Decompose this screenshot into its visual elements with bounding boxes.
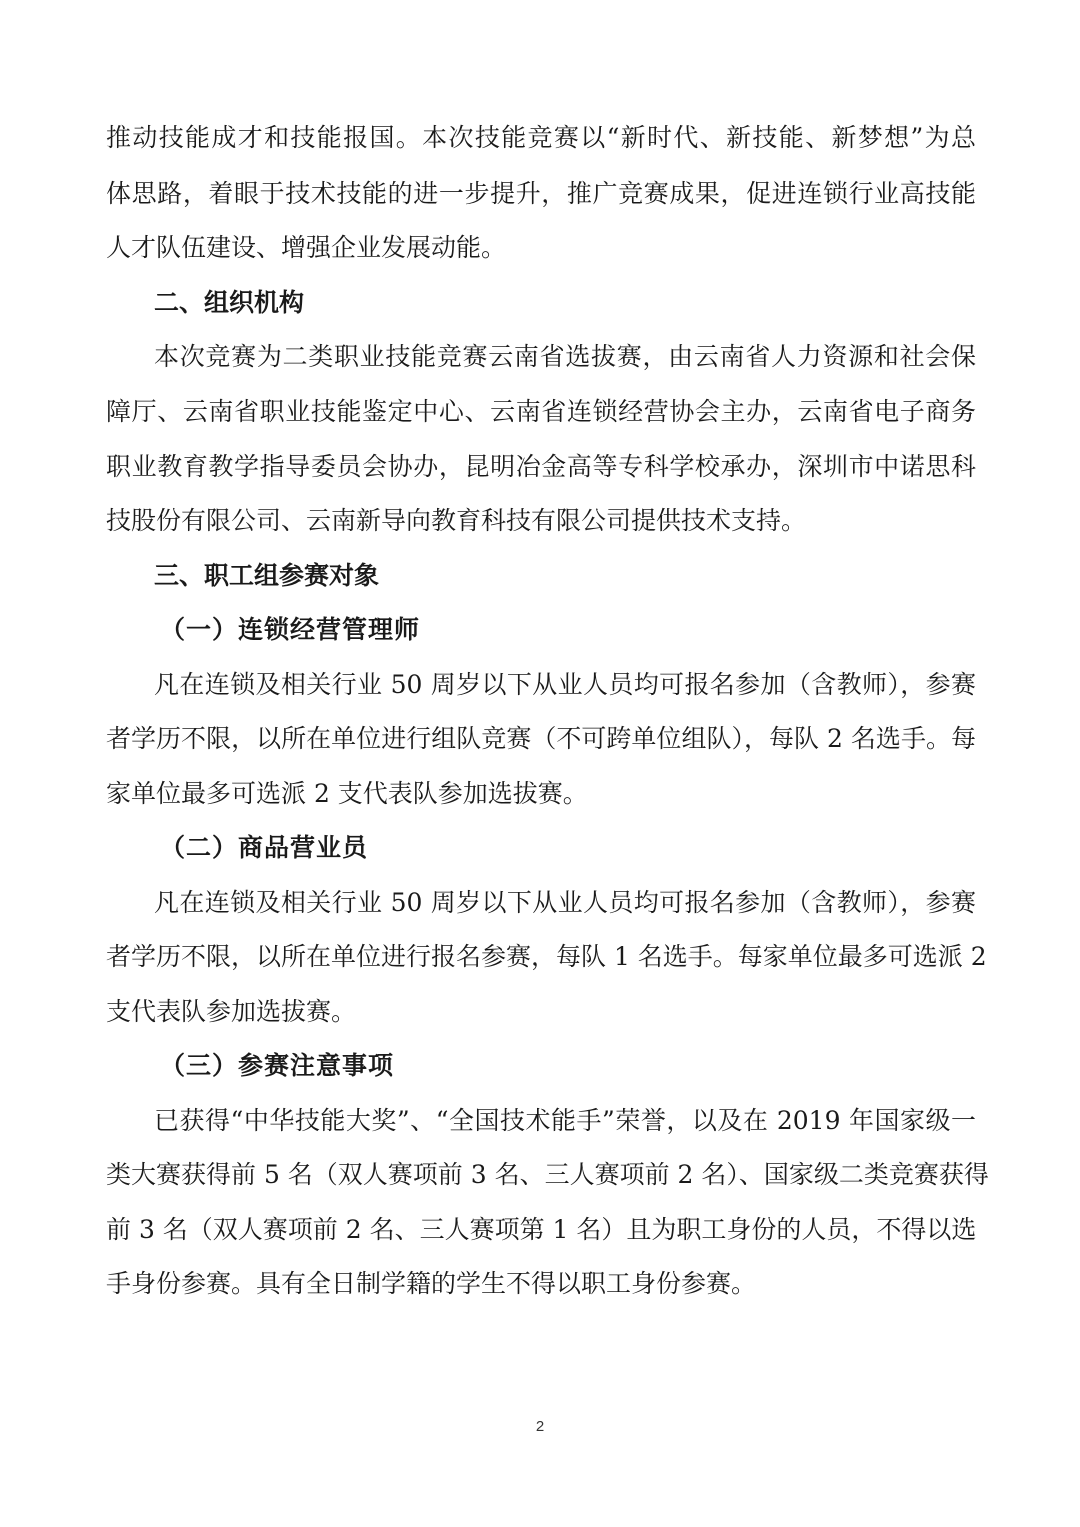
paragraph-line: 障厅、云南省职业技能鉴定中心、云南省连锁经营协会主办，云南省电子商务 bbox=[106, 397, 976, 426]
paragraph-line: 支代表队参加选拔赛。 bbox=[106, 997, 357, 1026]
paragraph-line: 凡在连锁及相关行业 50 周岁以下从业人员均可报名参加（含教师），参赛 bbox=[154, 670, 976, 699]
paragraph-line: 体思路，着眼于技术技能的进一步提升，推广竞赛成果，促进连锁行业高技能 bbox=[106, 179, 976, 208]
paragraph-line: 已获得“中华技能大奖”、“全国技术能手”荣誉，以及在 2019 年国家级一 bbox=[154, 1106, 976, 1135]
paragraph-line: 家单位最多可选派 2 支代表队参加选拔赛。 bbox=[106, 779, 588, 808]
paragraph-line: 推动技能成才和技能报国。本次技能竞赛以“新时代、新技能、新梦想”为总 bbox=[106, 123, 976, 152]
paragraph-line: 本次竞赛为二类职业技能竞赛云南省选拔赛，由云南省人力资源和社会保 bbox=[154, 342, 976, 371]
paragraph-line: 者学历不限，以所在单位进行组队竞赛（不可跨单位组队），每队 2 名选手。每 bbox=[106, 724, 976, 753]
page-number: 2 bbox=[535, 1418, 545, 1435]
paragraph-line: 手身份参赛。具有全日制学籍的学生不得以职工身份参赛。 bbox=[106, 1269, 757, 1298]
section-heading: 三、职工组参赛对象 bbox=[154, 561, 380, 590]
paragraph-line: 凡在连锁及相关行业 50 周岁以下从业人员均可报名参加（含教师），参赛 bbox=[154, 888, 976, 917]
paragraph-line: 者学历不限，以所在单位进行报名参赛，每队 1 名选手。每家单位最多可选派 2 bbox=[106, 942, 987, 971]
subsection-heading: （二）商品营业员 bbox=[160, 833, 369, 862]
paragraph-line: 职业教育教学指导委员会协办，昆明冶金高等专科学校承办，深圳市中诺思科 bbox=[106, 452, 976, 481]
paragraph-line: 前 3 名（双人赛项前 2 名、三人赛项第 1 名）且为职工身份的人员，不得以选 bbox=[106, 1215, 977, 1244]
subsection-heading: （一）连锁经营管理师 bbox=[160, 615, 421, 644]
subsection-heading: （三）参赛注意事项 bbox=[160, 1051, 395, 1080]
section-heading: 二、组织机构 bbox=[154, 288, 305, 317]
paragraph-line: 类大赛获得前 5 名（双人赛项前 3 名、三人赛项前 2 名）、国家级二类竞赛获得 bbox=[106, 1160, 989, 1189]
paragraph-line: 技股份有限公司、云南新导向教育科技有限公司提供技术支持。 bbox=[106, 506, 807, 535]
paragraph-line: 人才队伍建设、增强企业发展动能。 bbox=[106, 233, 507, 262]
